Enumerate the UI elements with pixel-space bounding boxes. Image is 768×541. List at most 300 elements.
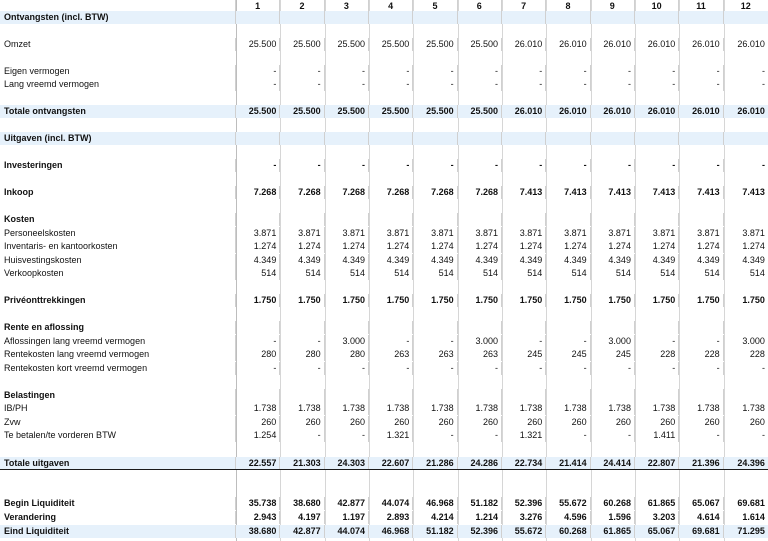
- value-cell[interactable]: 21.414: [546, 457, 590, 469]
- value-cell[interactable]: 228: [679, 348, 723, 361]
- empty-cell[interactable]: [413, 11, 457, 24]
- value-cell[interactable]: 26.010: [679, 105, 723, 118]
- value-cell[interactable]: 4.214: [413, 511, 457, 524]
- value-cell[interactable]: 4.349: [679, 254, 723, 267]
- month-header-10[interactable]: 10: [635, 0, 679, 13]
- value-cell[interactable]: 7.413: [546, 186, 590, 199]
- value-cell[interactable]: 26.010: [737, 106, 765, 116]
- row-label[interactable]: Investeringen: [0, 159, 236, 172]
- value-cell[interactable]: -: [236, 78, 280, 91]
- value-cell[interactable]: -: [280, 78, 324, 91]
- value-cell[interactable]: -: [679, 65, 723, 78]
- value-cell[interactable]: 52.396: [502, 497, 546, 510]
- value-cell[interactable]: 4.596: [546, 511, 590, 524]
- value-cell[interactable]: -: [369, 362, 413, 375]
- value-cell[interactable]: 55.672: [546, 497, 590, 510]
- group-label[interactable]: Belastingen: [0, 389, 236, 402]
- value-cell[interactable]: 26.010: [635, 38, 679, 51]
- row-label[interactable]: Eigen vermogen: [0, 65, 236, 78]
- value-cell[interactable]: 21.286: [413, 457, 457, 469]
- month-header-1[interactable]: 1: [236, 0, 280, 13]
- empty-cell[interactable]: [369, 321, 413, 334]
- value-cell[interactable]: 26.010: [591, 105, 635, 118]
- value-cell[interactable]: 46.968: [369, 525, 413, 538]
- value-cell[interactable]: 22.557: [236, 457, 280, 469]
- value-cell[interactable]: 26.010: [737, 39, 765, 49]
- value-cell[interactable]: 1.750: [325, 294, 369, 307]
- value-cell[interactable]: -: [280, 362, 324, 375]
- value-cell[interactable]: -: [546, 78, 590, 91]
- row-label[interactable]: Personeelskosten: [0, 227, 236, 240]
- value-cell[interactable]: 24.286: [458, 457, 502, 469]
- row-label[interactable]: IB/PH: [0, 402, 236, 415]
- value-cell[interactable]: 61.865: [635, 497, 679, 510]
- empty-cell[interactable]: [236, 389, 280, 402]
- value-cell[interactable]: 26.010: [546, 38, 590, 51]
- value-cell[interactable]: 1.750: [546, 294, 590, 307]
- month-header-2[interactable]: 2: [280, 0, 324, 13]
- value-cell[interactable]: 263: [413, 348, 457, 361]
- value-cell[interactable]: 3.871: [236, 227, 280, 240]
- value-cell[interactable]: -: [591, 65, 635, 78]
- value-cell[interactable]: 38.680: [280, 497, 324, 510]
- value-cell[interactable]: -: [679, 429, 723, 442]
- value-cell[interactable]: 3.871: [635, 227, 679, 240]
- value-cell[interactable]: 3.871: [502, 227, 546, 240]
- value-cell[interactable]: 260: [546, 416, 590, 429]
- empty-cell[interactable]: [679, 213, 723, 226]
- value-cell[interactable]: 263: [458, 348, 502, 361]
- empty-cell[interactable]: [724, 213, 768, 226]
- value-cell[interactable]: 260: [635, 416, 679, 429]
- value-cell[interactable]: -: [413, 159, 457, 172]
- value-cell[interactable]: 44.074: [369, 497, 413, 510]
- value-cell[interactable]: 1.738: [236, 402, 280, 415]
- row-label[interactable]: Eind Liquiditeit: [0, 525, 236, 538]
- empty-cell[interactable]: [502, 321, 546, 334]
- value-cell[interactable]: -: [502, 78, 546, 91]
- value-cell[interactable]: 260: [502, 416, 546, 429]
- value-cell[interactable]: -: [325, 78, 369, 91]
- value-cell[interactable]: 7.413: [502, 186, 546, 199]
- value-cell[interactable]: 1.738: [325, 402, 369, 415]
- value-cell[interactable]: 25.500: [458, 105, 502, 118]
- month-header-3[interactable]: 3: [325, 0, 369, 13]
- value-cell[interactable]: 260: [280, 416, 324, 429]
- empty-cell[interactable]: [413, 389, 457, 402]
- value-cell[interactable]: -: [369, 78, 413, 91]
- section-title[interactable]: Ontvangsten (incl. BTW): [0, 11, 236, 24]
- section-title[interactable]: Uitgaven (incl. BTW): [0, 132, 236, 145]
- value-cell[interactable]: 1.750: [591, 294, 635, 307]
- empty-cell[interactable]: [502, 389, 546, 402]
- value-cell[interactable]: -: [679, 335, 723, 348]
- value-cell[interactable]: -: [502, 159, 546, 172]
- value-cell[interactable]: 514: [325, 267, 369, 280]
- month-header-11[interactable]: 11: [679, 0, 723, 13]
- value-cell[interactable]: 38.680: [236, 525, 280, 538]
- empty-cell[interactable]: [724, 132, 768, 145]
- value-cell[interactable]: 228: [635, 348, 679, 361]
- empty-cell[interactable]: [679, 11, 723, 24]
- value-cell[interactable]: 3.203: [635, 511, 679, 524]
- value-cell[interactable]: 4.349: [369, 254, 413, 267]
- value-cell[interactable]: 1.750: [635, 294, 679, 307]
- value-cell[interactable]: 3.871: [325, 227, 369, 240]
- value-cell[interactable]: 1.738: [502, 402, 546, 415]
- value-cell[interactable]: 1.738: [413, 402, 457, 415]
- value-cell[interactable]: 260: [749, 417, 765, 427]
- value-cell[interactable]: -: [325, 65, 369, 78]
- value-cell[interactable]: 3.871: [742, 228, 765, 238]
- value-cell[interactable]: 51.182: [458, 497, 502, 510]
- value-cell[interactable]: 260: [591, 416, 635, 429]
- value-cell[interactable]: 4.349: [413, 254, 457, 267]
- value-cell[interactable]: 46.968: [413, 497, 457, 510]
- value-cell[interactable]: 1.738: [280, 402, 324, 415]
- value-cell[interactable]: -: [591, 362, 635, 375]
- value-cell[interactable]: -: [413, 429, 457, 442]
- empty-cell[interactable]: [546, 132, 590, 145]
- value-cell[interactable]: -: [679, 78, 723, 91]
- value-cell[interactable]: 3.871: [546, 227, 590, 240]
- value-cell[interactable]: 1.274: [679, 240, 723, 253]
- value-cell[interactable]: 1.274: [325, 240, 369, 253]
- empty-cell[interactable]: [635, 132, 679, 145]
- value-cell[interactable]: 7.268: [325, 186, 369, 199]
- value-cell[interactable]: 1.254: [236, 429, 280, 442]
- value-cell[interactable]: 3.871: [280, 227, 324, 240]
- value-cell[interactable]: -: [325, 159, 369, 172]
- empty-cell[interactable]: [369, 11, 413, 24]
- value-cell[interactable]: -: [546, 429, 590, 442]
- month-header-8[interactable]: 8: [546, 0, 590, 13]
- empty-cell[interactable]: [591, 321, 635, 334]
- row-label[interactable]: Totale ontvangsten: [0, 105, 236, 118]
- value-cell[interactable]: 260: [236, 416, 280, 429]
- value-cell[interactable]: 263: [369, 348, 413, 361]
- value-cell[interactable]: 514: [458, 267, 502, 280]
- empty-cell[interactable]: [236, 132, 280, 145]
- value-cell[interactable]: 1.750: [458, 294, 502, 307]
- value-cell[interactable]: 25.500: [369, 105, 413, 118]
- value-cell[interactable]: 25.500: [325, 38, 369, 51]
- value-cell[interactable]: 7.413: [679, 186, 723, 199]
- value-cell[interactable]: -: [591, 78, 635, 91]
- value-cell[interactable]: 25.500: [369, 38, 413, 51]
- empty-cell[interactable]: [635, 11, 679, 24]
- value-cell[interactable]: 7.268: [413, 186, 457, 199]
- value-cell[interactable]: -: [458, 159, 502, 172]
- empty-cell[interactable]: [635, 321, 679, 334]
- value-cell[interactable]: -: [761, 66, 765, 76]
- value-cell[interactable]: -: [325, 429, 369, 442]
- empty-cell[interactable]: [591, 132, 635, 145]
- value-cell[interactable]: 260: [325, 416, 369, 429]
- value-cell[interactable]: 3.871: [458, 227, 502, 240]
- empty-cell[interactable]: [413, 213, 457, 226]
- value-cell[interactable]: 1.750: [413, 294, 457, 307]
- empty-cell[interactable]: [280, 321, 324, 334]
- empty-cell[interactable]: [369, 389, 413, 402]
- value-cell[interactable]: 26.010: [502, 38, 546, 51]
- value-cell[interactable]: 4.349: [458, 254, 502, 267]
- value-cell[interactable]: 24.303: [325, 457, 369, 469]
- value-cell[interactable]: -: [280, 65, 324, 78]
- value-cell[interactable]: 69.681: [679, 525, 723, 538]
- value-cell[interactable]: -: [280, 335, 324, 348]
- value-cell[interactable]: 1.274: [502, 240, 546, 253]
- value-cell[interactable]: -: [413, 78, 457, 91]
- value-cell[interactable]: 60.268: [546, 525, 590, 538]
- value-cell[interactable]: -: [761, 79, 765, 89]
- value-cell[interactable]: -: [635, 78, 679, 91]
- month-header-9[interactable]: 9: [591, 0, 635, 13]
- row-label[interactable]: Zvw: [0, 416, 236, 429]
- value-cell[interactable]: 60.268: [591, 497, 635, 510]
- group-label[interactable]: Rente en aflossing: [0, 321, 236, 334]
- empty-cell[interactable]: [458, 389, 502, 402]
- empty-cell[interactable]: [280, 132, 324, 145]
- value-cell[interactable]: -: [369, 335, 413, 348]
- value-cell[interactable]: 3.871: [591, 227, 635, 240]
- empty-cell[interactable]: [325, 213, 369, 226]
- empty-cell[interactable]: [413, 321, 457, 334]
- value-cell[interactable]: 51.182: [413, 525, 457, 538]
- value-cell[interactable]: 7.413: [591, 186, 635, 199]
- value-cell[interactable]: 1.750: [742, 295, 765, 305]
- empty-cell[interactable]: [413, 132, 457, 145]
- value-cell[interactable]: 65.067: [635, 525, 679, 538]
- value-cell[interactable]: -: [369, 65, 413, 78]
- row-label[interactable]: Omzet: [0, 38, 236, 51]
- value-cell[interactable]: -: [546, 362, 590, 375]
- value-cell[interactable]: 25.500: [413, 38, 457, 51]
- value-cell[interactable]: 7.268: [369, 186, 413, 199]
- empty-cell[interactable]: [280, 213, 324, 226]
- value-cell[interactable]: 514: [591, 267, 635, 280]
- empty-cell[interactable]: [679, 132, 723, 145]
- value-cell[interactable]: 1.750: [679, 294, 723, 307]
- value-cell[interactable]: 3.871: [413, 227, 457, 240]
- month-header-12[interactable]: 12: [740, 1, 751, 11]
- empty-cell[interactable]: [591, 11, 635, 24]
- empty-cell[interactable]: [458, 321, 502, 334]
- empty-cell[interactable]: [502, 132, 546, 145]
- value-cell[interactable]: 1.738: [591, 402, 635, 415]
- value-cell[interactable]: 514: [635, 267, 679, 280]
- empty-cell[interactable]: [635, 213, 679, 226]
- value-cell[interactable]: -: [502, 65, 546, 78]
- value-cell[interactable]: 25.500: [325, 105, 369, 118]
- value-cell[interactable]: 280: [236, 348, 280, 361]
- value-cell[interactable]: 1.750: [369, 294, 413, 307]
- value-cell[interactable]: 26.010: [546, 105, 590, 118]
- empty-cell[interactable]: [369, 213, 413, 226]
- value-cell[interactable]: 1.750: [280, 294, 324, 307]
- value-cell[interactable]: 26.010: [591, 38, 635, 51]
- value-cell[interactable]: 4.349: [546, 254, 590, 267]
- value-cell[interactable]: -: [458, 362, 502, 375]
- empty-cell[interactable]: [236, 11, 280, 24]
- value-cell[interactable]: 1.274: [591, 240, 635, 253]
- value-cell[interactable]: 65.067: [679, 497, 723, 510]
- value-cell[interactable]: 1.214: [458, 511, 502, 524]
- empty-cell[interactable]: [591, 389, 635, 402]
- empty-cell[interactable]: [502, 213, 546, 226]
- value-cell[interactable]: -: [458, 65, 502, 78]
- value-cell[interactable]: 1.738: [458, 402, 502, 415]
- row-label[interactable]: Privéonttrekkingen: [0, 294, 236, 307]
- value-cell[interactable]: 245: [591, 348, 635, 361]
- value-cell[interactable]: 1.738: [369, 402, 413, 415]
- value-cell[interactable]: 1.738: [546, 402, 590, 415]
- empty-cell[interactable]: [280, 11, 324, 24]
- value-cell[interactable]: 1.274: [742, 241, 765, 251]
- value-cell[interactable]: 4.614: [679, 511, 723, 524]
- value-cell[interactable]: 26.010: [502, 105, 546, 118]
- value-cell[interactable]: -: [761, 430, 765, 440]
- empty-cell[interactable]: [280, 389, 324, 402]
- value-cell[interactable]: -: [458, 78, 502, 91]
- value-cell[interactable]: 71.295: [737, 526, 765, 536]
- value-cell[interactable]: -: [325, 362, 369, 375]
- value-cell[interactable]: 1.274: [369, 240, 413, 253]
- value-cell[interactable]: 4.349: [280, 254, 324, 267]
- empty-cell[interactable]: [546, 321, 590, 334]
- month-header-5[interactable]: 5: [413, 0, 457, 13]
- value-cell[interactable]: 514: [749, 268, 765, 278]
- row-label[interactable]: Lang vreemd vermogen: [0, 78, 236, 91]
- value-cell[interactable]: 3.000: [591, 335, 635, 348]
- value-cell[interactable]: 1.274: [280, 240, 324, 253]
- month-header-7[interactable]: 7: [502, 0, 546, 13]
- value-cell[interactable]: 7.268: [280, 186, 324, 199]
- value-cell[interactable]: 1.274: [635, 240, 679, 253]
- value-cell[interactable]: 4.349: [236, 254, 280, 267]
- value-cell[interactable]: 1.738: [635, 402, 679, 415]
- empty-cell[interactable]: [325, 11, 369, 24]
- empty-cell[interactable]: [679, 321, 723, 334]
- empty-cell[interactable]: [458, 132, 502, 145]
- value-cell[interactable]: 514: [236, 267, 280, 280]
- value-cell[interactable]: 1.411: [635, 429, 679, 442]
- row-label[interactable]: Rentekosten lang vreemd vermogen: [0, 348, 236, 361]
- row-label[interactable]: Rentekosten kort vreemd vermogen: [0, 362, 236, 375]
- value-cell[interactable]: 25.500: [280, 105, 324, 118]
- month-header-6[interactable]: 6: [458, 0, 502, 13]
- value-cell[interactable]: -: [679, 159, 723, 172]
- value-cell[interactable]: -: [635, 65, 679, 78]
- value-cell[interactable]: 25.500: [236, 105, 280, 118]
- month-header-4[interactable]: 4: [369, 0, 413, 13]
- value-cell[interactable]: -: [458, 429, 502, 442]
- empty-cell[interactable]: [325, 132, 369, 145]
- empty-cell[interactable]: [724, 321, 768, 334]
- value-cell[interactable]: 4.349: [742, 255, 765, 265]
- value-cell[interactable]: 3.000: [742, 336, 765, 346]
- value-cell[interactable]: 4.349: [591, 254, 635, 267]
- value-cell[interactable]: 25.500: [413, 105, 457, 118]
- value-cell[interactable]: 514: [679, 267, 723, 280]
- value-cell[interactable]: 280: [280, 348, 324, 361]
- value-cell[interactable]: -: [280, 429, 324, 442]
- value-cell[interactable]: 1.274: [413, 240, 457, 253]
- value-cell[interactable]: 4.349: [635, 254, 679, 267]
- value-cell[interactable]: 260: [679, 416, 723, 429]
- value-cell[interactable]: 21.396: [679, 457, 723, 469]
- value-cell[interactable]: 44.074: [325, 525, 369, 538]
- value-cell[interactable]: -: [502, 335, 546, 348]
- value-cell[interactable]: 55.672: [502, 525, 546, 538]
- value-cell[interactable]: 24.396: [737, 458, 765, 468]
- value-cell[interactable]: -: [502, 362, 546, 375]
- value-cell[interactable]: 22.734: [502, 457, 546, 469]
- empty-cell[interactable]: [546, 11, 590, 24]
- empty-cell[interactable]: [546, 389, 590, 402]
- empty-cell[interactable]: [679, 389, 723, 402]
- value-cell[interactable]: 514: [280, 267, 324, 280]
- value-cell[interactable]: 2.893: [369, 511, 413, 524]
- value-cell[interactable]: 3.000: [325, 335, 369, 348]
- value-cell[interactable]: 280: [325, 348, 369, 361]
- empty-cell[interactable]: [458, 213, 502, 226]
- value-cell[interactable]: -: [679, 362, 723, 375]
- empty-cell[interactable]: [236, 213, 280, 226]
- empty-cell[interactable]: [724, 11, 768, 24]
- value-cell[interactable]: 3.871: [679, 227, 723, 240]
- value-cell[interactable]: 42.877: [280, 525, 324, 538]
- value-cell[interactable]: 1.321: [369, 429, 413, 442]
- value-cell[interactable]: -: [635, 362, 679, 375]
- value-cell[interactable]: -: [280, 159, 324, 172]
- row-label[interactable]: Inkoop: [0, 186, 236, 199]
- empty-cell[interactable]: [236, 321, 280, 334]
- value-cell[interactable]: 42.877: [325, 497, 369, 510]
- value-cell[interactable]: -: [236, 159, 280, 172]
- group-label[interactable]: Kosten: [0, 213, 236, 226]
- value-cell[interactable]: 7.268: [458, 186, 502, 199]
- row-label[interactable]: Verkoopkosten: [0, 267, 236, 280]
- value-cell[interactable]: -: [236, 65, 280, 78]
- row-label[interactable]: Huisvestingskosten: [0, 254, 236, 267]
- row-label[interactable]: Totale uitgaven: [0, 457, 236, 469]
- value-cell[interactable]: 1.274: [236, 240, 280, 253]
- value-cell[interactable]: -: [591, 429, 635, 442]
- value-cell[interactable]: 245: [502, 348, 546, 361]
- value-cell[interactable]: -: [236, 362, 280, 375]
- value-cell[interactable]: -: [635, 335, 679, 348]
- value-cell[interactable]: 3.276: [502, 511, 546, 524]
- value-cell[interactable]: 3.000: [458, 335, 502, 348]
- value-cell[interactable]: 25.500: [236, 38, 280, 51]
- value-cell[interactable]: 2.943: [236, 511, 280, 524]
- value-cell[interactable]: -: [413, 65, 457, 78]
- value-cell[interactable]: 25.500: [280, 38, 324, 51]
- value-cell[interactable]: 7.413: [742, 187, 765, 197]
- value-cell[interactable]: 260: [413, 416, 457, 429]
- value-cell[interactable]: 245: [546, 348, 590, 361]
- row-label[interactable]: Inventaris- en kantoorkosten: [0, 240, 236, 253]
- value-cell[interactable]: 228: [749, 349, 765, 359]
- value-cell[interactable]: 260: [369, 416, 413, 429]
- value-cell[interactable]: 260: [458, 416, 502, 429]
- value-cell[interactable]: -: [591, 159, 635, 172]
- value-cell[interactable]: -: [236, 335, 280, 348]
- value-cell[interactable]: 69.681: [737, 498, 765, 508]
- value-cell[interactable]: -: [761, 160, 765, 170]
- value-cell[interactable]: 514: [413, 267, 457, 280]
